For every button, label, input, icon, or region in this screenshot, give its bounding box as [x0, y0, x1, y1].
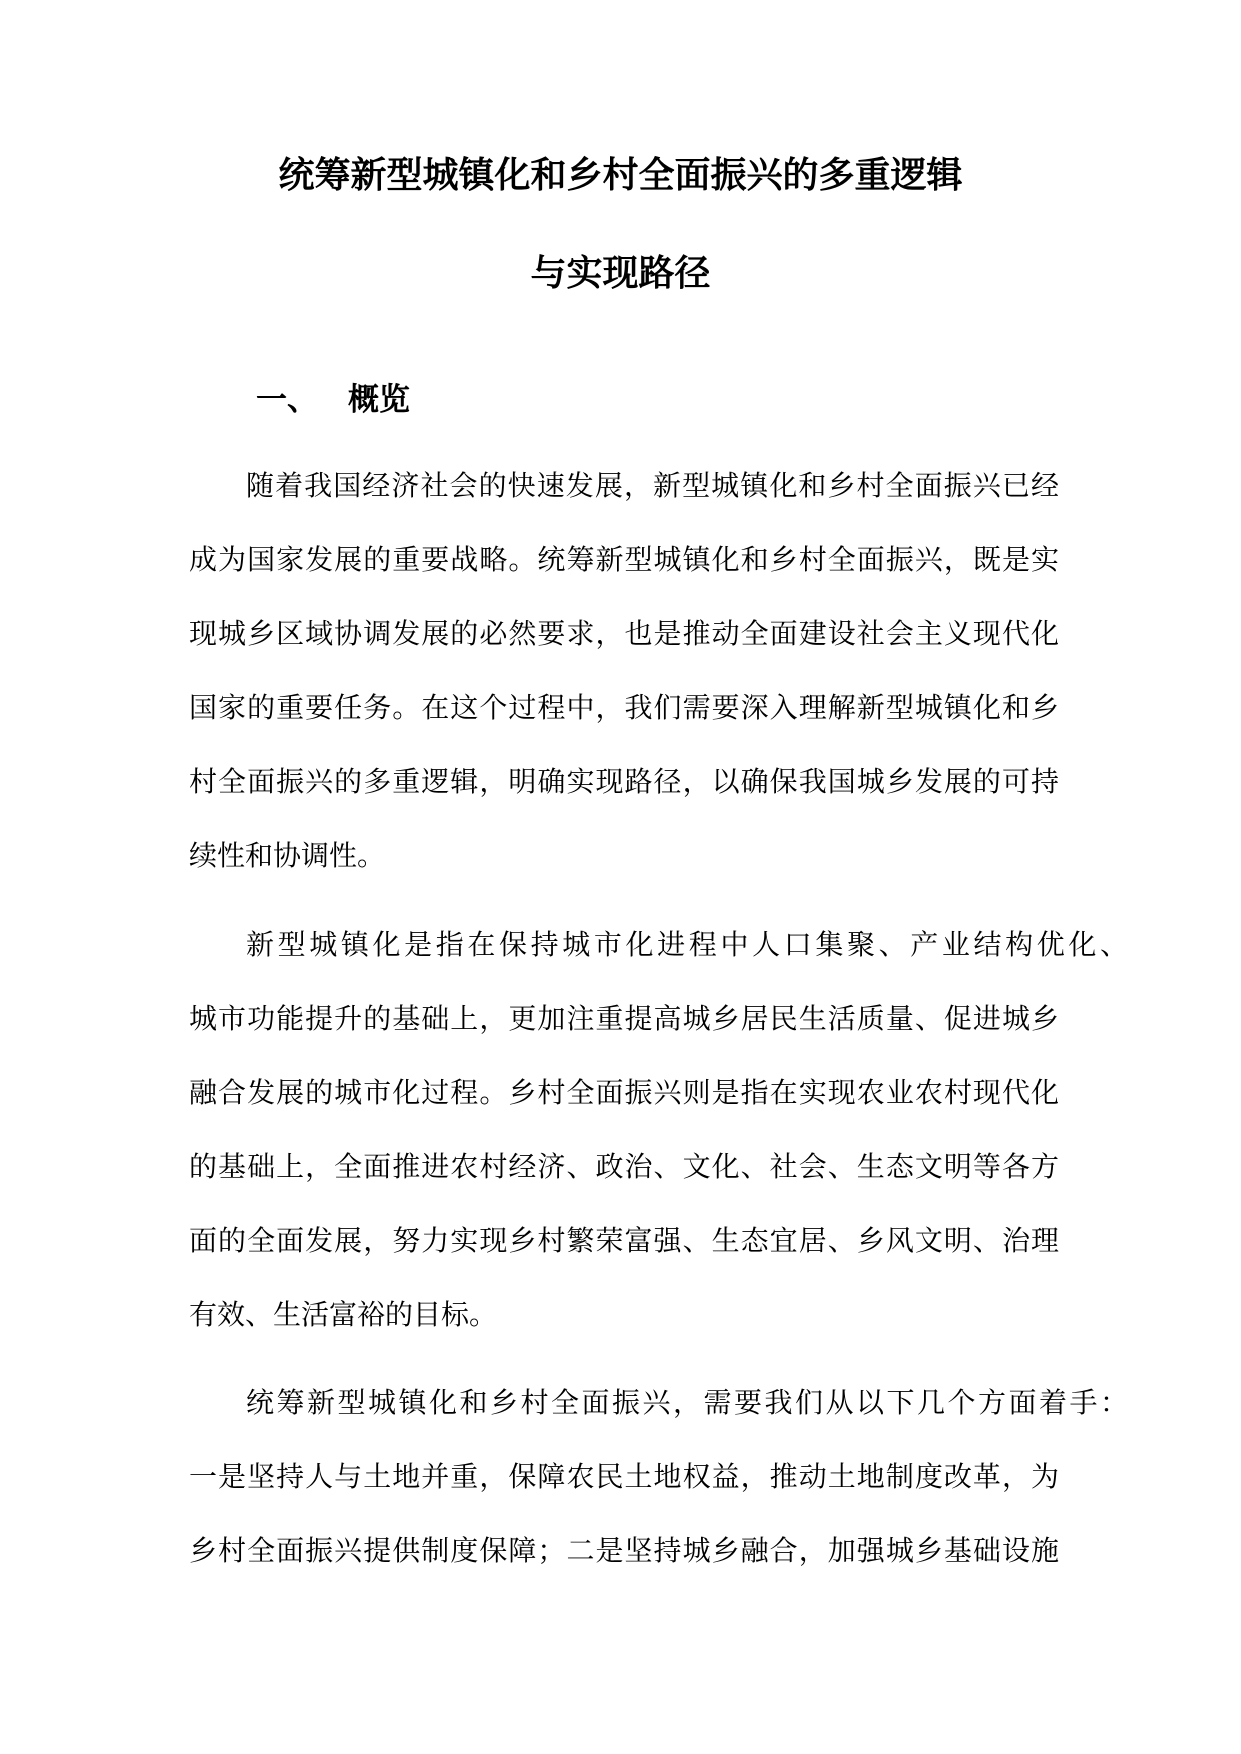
paragraph-line: 国家的重要任务。在这个过程中，我们需要深入理解新型城镇化和乡 [189, 691, 1059, 724]
section-title: 概览 [348, 382, 410, 418]
paragraph-line: 的基础上，全面推进农村经济、政治、文化、社会、生态文明等各方 [189, 1150, 1059, 1183]
paragraph-line: 乡村全面振兴提供制度保障；二是坚持城乡融合，加强城乡基础设施 [189, 1534, 1059, 1567]
paragraph-line: 续性和协调性。 [189, 839, 386, 872]
paragraph-line: 村全面振兴的多重逻辑，明确实现路径，以确保我国城乡发展的可持 [189, 765, 1059, 798]
paragraph-line: 新型城镇化是指在保持城市化进程中人口集聚、产业结构优化、 [246, 928, 1128, 961]
section-number: 一、 [256, 382, 318, 418]
paragraph-line: 随着我国经济社会的快速发展，新型城镇化和乡村全面振兴已经 [246, 469, 1059, 502]
paragraph-line: 成为国家发展的重要战略。统筹新型城镇化和乡村全面振兴，既是实 [189, 543, 1059, 576]
document-title-line-2: 与实现路径 [530, 253, 711, 294]
paragraph-line: 城市功能提升的基础上，更加注重提高城乡居民生活质量、促进城乡 [189, 1002, 1059, 1035]
section-heading [256, 380, 410, 420]
paragraph-line: 一是坚持人与土地并重，保障农民土地权益，推动土地制度改革，为 [189, 1460, 1059, 1493]
paragraph-line: 现城乡区域协调发展的必然要求，也是推动全面建设社会主义现代化 [189, 617, 1059, 650]
paragraph-line: 统筹新型城镇化和乡村全面振兴，需要我们从以下几个方面着手： [246, 1386, 1128, 1419]
document-title-line-1: 统筹新型城镇化和乡村全面振兴的多重逻辑 [278, 155, 963, 196]
paragraph-line: 有效、生活富裕的目标。 [189, 1298, 498, 1331]
paragraph-line: 面的全面发展，努力实现乡村繁荣富强、生态宜居、乡风文明、治理 [189, 1224, 1059, 1257]
paragraph-line: 融合发展的城市化过程。乡村全面振兴则是指在实现农业农村现代化 [189, 1076, 1059, 1109]
